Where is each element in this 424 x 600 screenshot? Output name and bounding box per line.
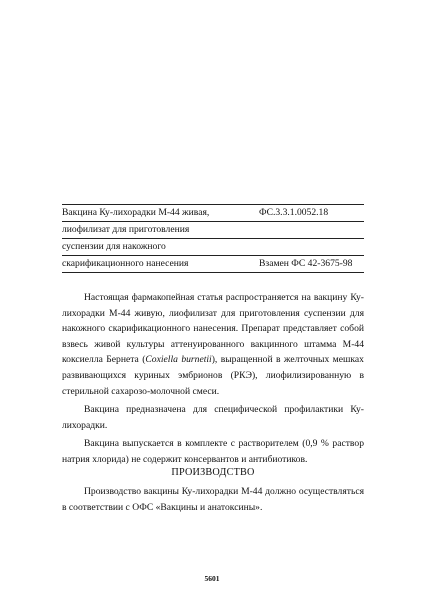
header-title-line-1: Вакцина Ку-лихорадки М-44 живая, <box>62 207 210 218</box>
paragraph-production: Производство вакцины Ку-лихорадки М-44 должно осуществляться в соответствии с ОФС «Вакцины и анатоксины». <box>62 486 364 513</box>
species-name: Coxiella burnetii <box>145 354 212 366</box>
page-number: 5601 <box>204 574 220 583</box>
paragraph-scope-part-1: Настоящая фармакопейная статья распространяется на вакцину Ку-лихорадки М-44 живую, лиофилизат для приготовления суспензии для накожного скарификационного нанесения. Препарат представляет собой взвесь живой культуры аттенуированного вакцинного штамма М-44 коксиелла Бернета ( <box>62 292 364 366</box>
header-title-line-2: лиофилизат для приготовления <box>62 224 190 235</box>
header-title-line-3: суспензии для накожного <box>62 241 166 252</box>
section-text <box>62 484 364 515</box>
section-title: ПРОИЗВОДСТВО <box>171 467 255 478</box>
header-rule-3 <box>62 238 364 239</box>
paragraph-scope-part-2: ), выращенной в желточных мешках развивающихся куриных эмбрионов (РКЭ), лиофилизированную в стерильной сахарозо-молочной смеси. <box>62 354 364 397</box>
header-title-line-4: скарификационного нанесения <box>62 258 189 269</box>
paragraph-composition: Вакцина выпускается в комплекте с растворителем (0,9 % раствор натрия хлорида) не содержит консервантов и антибиотиков. <box>62 438 364 465</box>
header-rule-4 <box>62 255 364 256</box>
header-code: ФС.3.3.1.0052.18 <box>259 207 329 218</box>
header-replaces: Взамен ФС 42-3675-98 <box>259 258 353 269</box>
header-top-rule <box>62 204 364 205</box>
paragraph-scope <box>62 290 364 399</box>
paragraph-purpose: Вакцина предназначена для специфической профилактики Ку-лихорадки. <box>62 404 364 431</box>
header-rule-2 <box>62 221 364 222</box>
body-text <box>62 290 364 468</box>
header-bottom-rule <box>62 272 364 273</box>
